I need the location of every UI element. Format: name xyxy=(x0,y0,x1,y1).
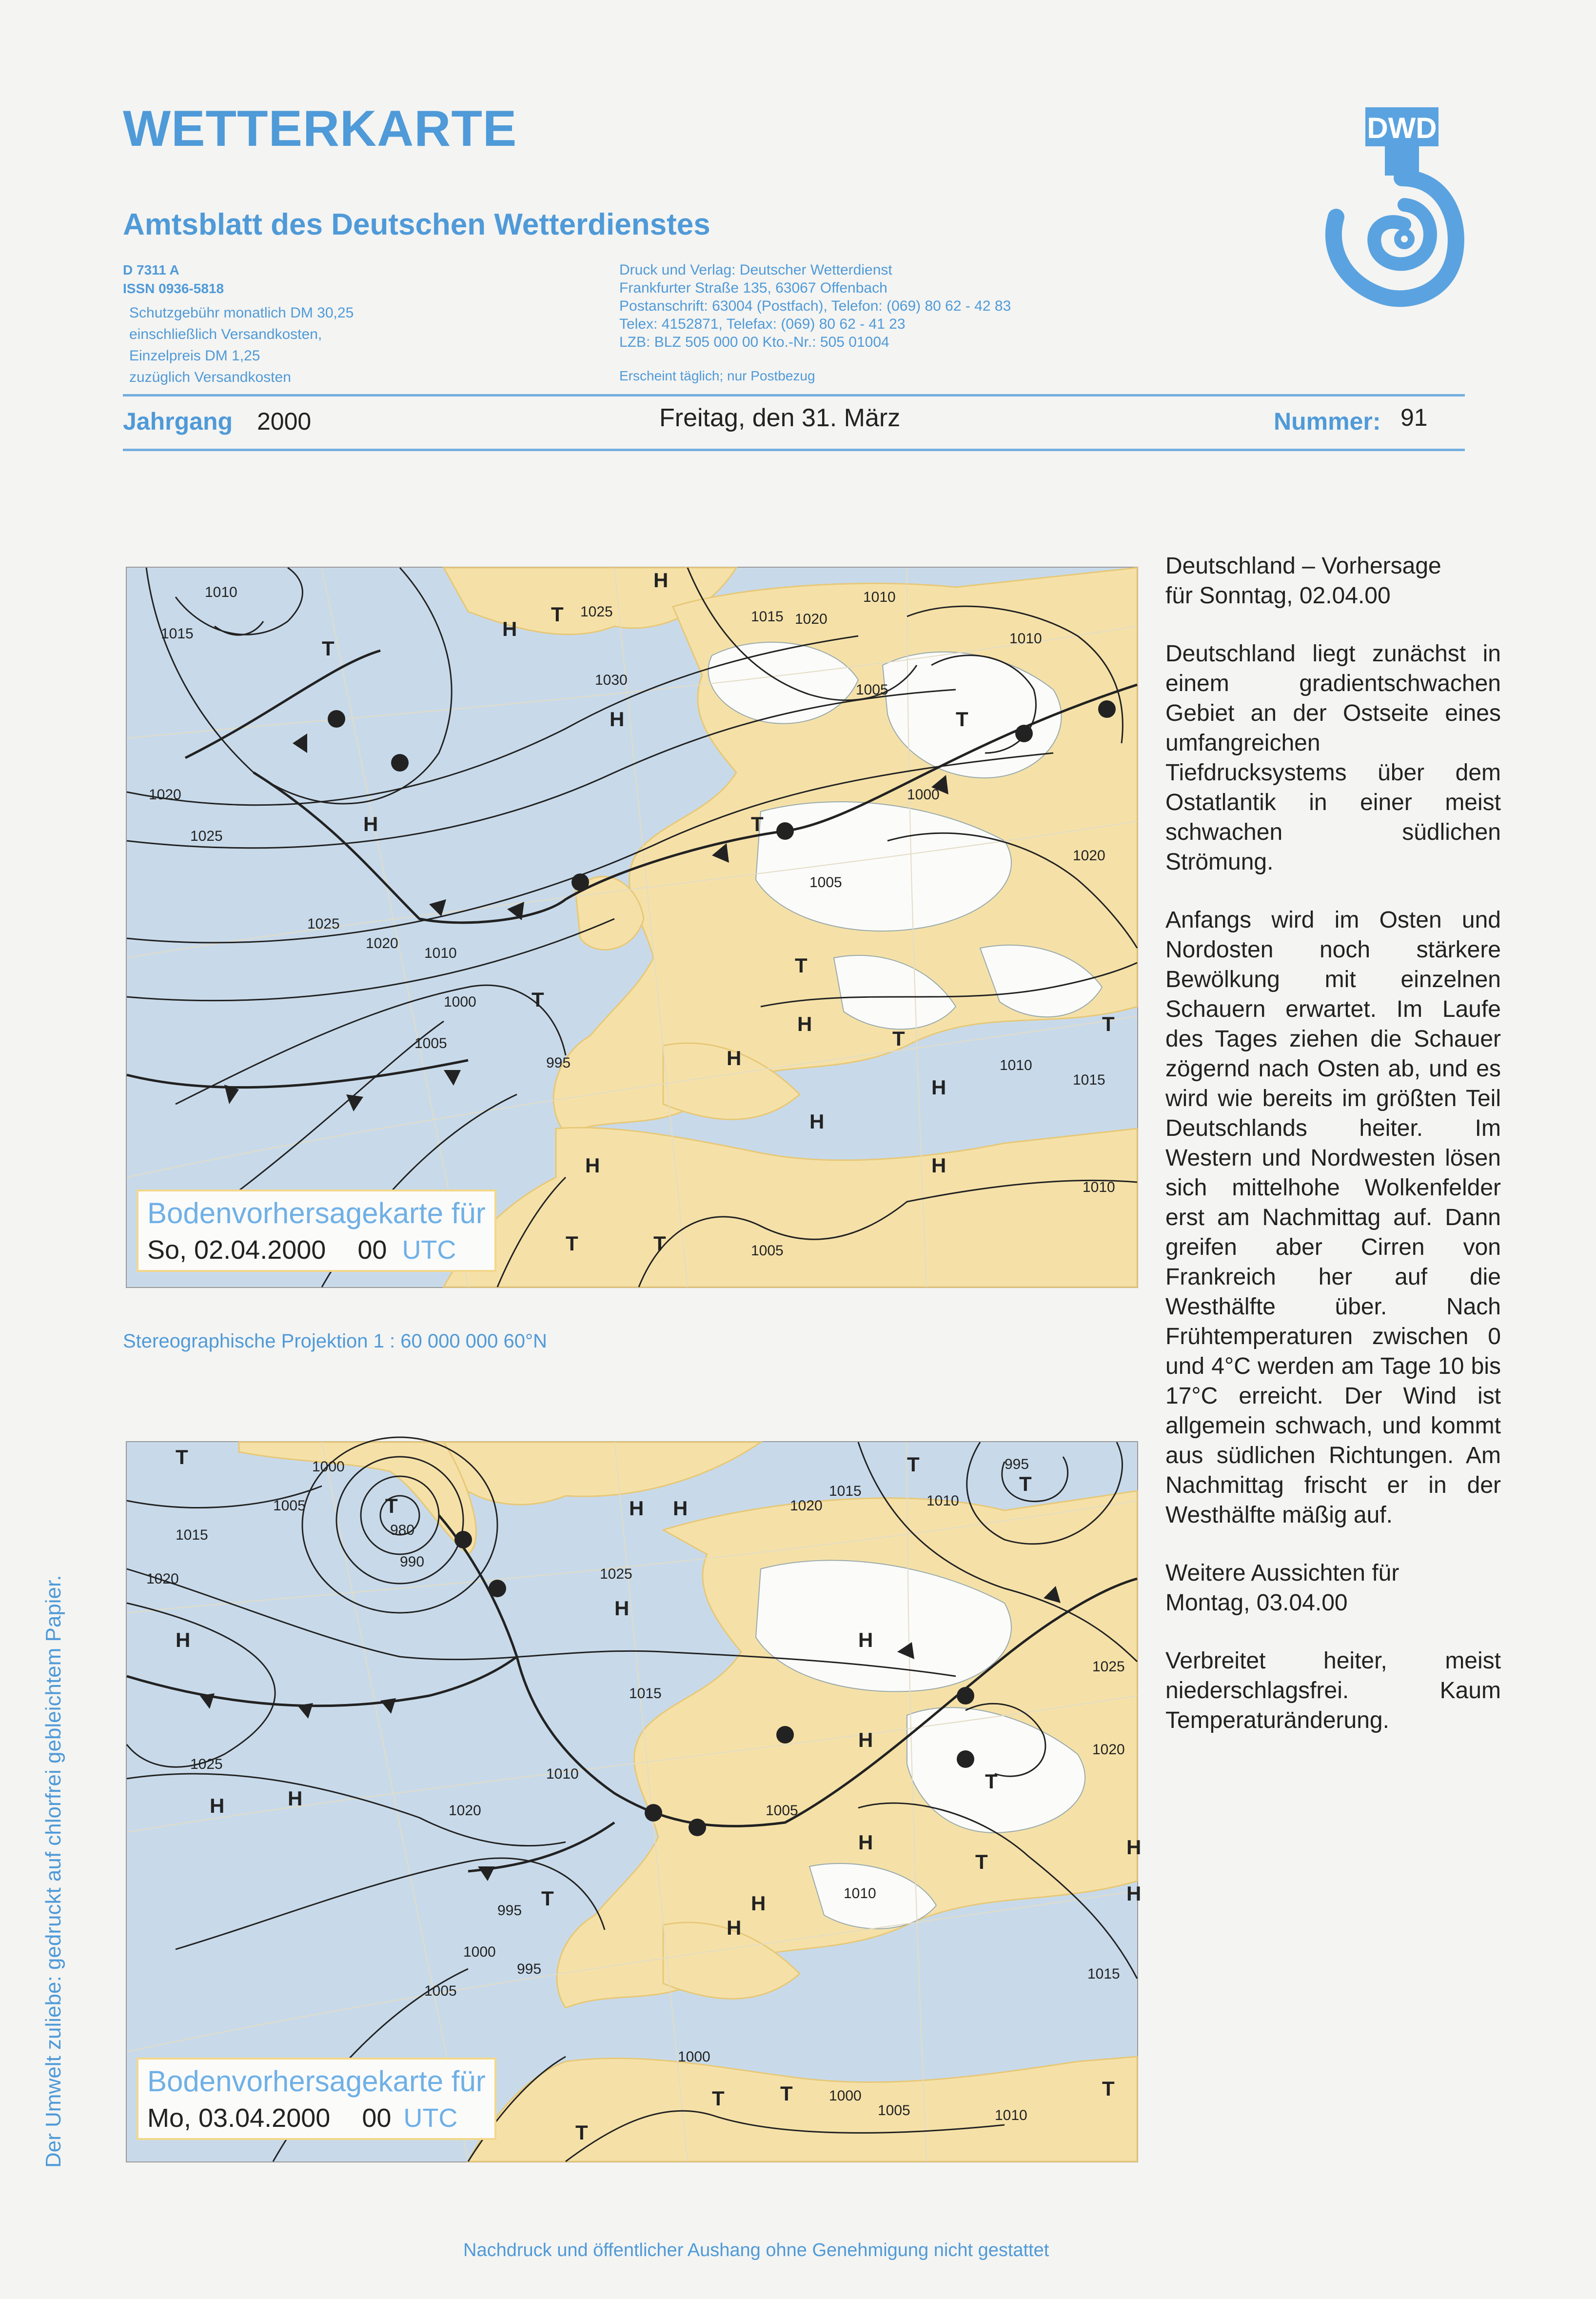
map-2-utc: UTC xyxy=(403,2103,458,2133)
svg-text:1000: 1000 xyxy=(444,994,476,1010)
svg-text:1025: 1025 xyxy=(190,828,223,844)
id-block xyxy=(123,261,224,298)
svg-text:1015: 1015 xyxy=(161,626,194,642)
svg-text:995: 995 xyxy=(546,1055,571,1071)
svg-text:T: T xyxy=(1102,2077,1115,2100)
svg-text:H: H xyxy=(751,1892,766,1915)
outlook-heading-line: Montag, 03.04.00 xyxy=(1165,1590,1348,1616)
number-label: Nummer: xyxy=(1274,408,1381,435)
map-2-caption xyxy=(137,2058,496,2140)
svg-text:1000: 1000 xyxy=(907,787,940,803)
svg-text:1020: 1020 xyxy=(790,1498,823,1514)
svg-text:995: 995 xyxy=(517,1961,542,1977)
svg-text:1010: 1010 xyxy=(863,589,896,605)
map-1-caption xyxy=(137,1189,496,1272)
svg-text:H: H xyxy=(858,1628,873,1651)
svg-text:1025: 1025 xyxy=(600,1566,632,1582)
svg-text:1010: 1010 xyxy=(1009,631,1042,647)
newspaper-subtitle: Amtsblatt des Deutschen Wetterdienstes xyxy=(123,208,710,241)
svg-text:995: 995 xyxy=(1005,1456,1029,1472)
publisher-line: Druck und Verlag: Deutscher Wetterdienst xyxy=(619,262,892,278)
svg-text:1020: 1020 xyxy=(1092,1742,1125,1758)
svg-text:1015: 1015 xyxy=(176,1527,208,1543)
svg-text:990: 990 xyxy=(400,1554,425,1570)
fee-block xyxy=(129,302,354,388)
svg-text:1015: 1015 xyxy=(1087,1966,1120,1982)
map-1-utc: UTC xyxy=(402,1235,456,1265)
svg-text:H: H xyxy=(288,1787,303,1810)
svg-text:1015: 1015 xyxy=(829,1483,862,1499)
svg-text:1015: 1015 xyxy=(751,609,784,625)
svg-text:H: H xyxy=(931,1154,946,1177)
year-label: Jahrgang xyxy=(123,408,233,435)
dwd-logo xyxy=(1307,105,1473,310)
svg-text:T: T xyxy=(551,603,564,626)
svg-text:980: 980 xyxy=(390,1522,415,1538)
svg-text:H: H xyxy=(502,617,517,640)
forecast-paragraph: Deutschland liegt zunächst in einem gradientschwachen Gebiet an der Ostseite eines umfangreichen Tiefdrucksystems über dem Ostatlantik in einer meist schwachen südlichen Strömung. xyxy=(1165,641,1501,875)
svg-text:H: H xyxy=(858,1728,873,1751)
svg-text:1020: 1020 xyxy=(449,1803,481,1819)
svg-text:H: H xyxy=(210,1794,225,1817)
environment-note: Der Umwelt zuliebe: gedruckt auf chlorfrei gebleichtem Papier. xyxy=(41,1575,65,2168)
map-1-date: So, 02.04.2000 xyxy=(147,1235,326,1265)
svg-text:T: T xyxy=(532,988,544,1011)
svg-text:H: H xyxy=(727,1047,742,1070)
map-2-caption-date xyxy=(147,2103,486,2133)
svg-text:H: H xyxy=(727,1916,742,1939)
svg-text:H: H xyxy=(858,1831,873,1854)
map-2-date: Mo, 03.04.2000 xyxy=(147,2103,331,2133)
svg-text:T: T xyxy=(975,1850,988,1873)
forecast-heading-line: für Sonntag, 02.04.00 xyxy=(1165,583,1391,609)
outlook-paragraph: Verbreitet heiter, meist niederschlagsfrei. Kaum Temperaturänderung. xyxy=(1165,1648,1501,1733)
svg-text:T: T xyxy=(653,1232,666,1255)
svg-text:1015: 1015 xyxy=(629,1685,662,1702)
svg-text:1005: 1005 xyxy=(809,874,842,891)
svg-text:T: T xyxy=(956,708,968,731)
svg-text:1005: 1005 xyxy=(751,1243,784,1259)
svg-text:H: H xyxy=(809,1110,825,1133)
svg-text:1010: 1010 xyxy=(205,584,237,600)
map-1-caption-title: Bodenvorhersagekarte für xyxy=(147,1197,486,1229)
forecast-heading-line: Deutschland – Vorhersage xyxy=(1165,553,1441,579)
svg-text:1010: 1010 xyxy=(1083,1179,1115,1195)
svg-text:1025: 1025 xyxy=(580,604,613,620)
svg-text:T: T xyxy=(751,813,764,835)
svg-text:1025: 1025 xyxy=(1092,1659,1125,1675)
svg-text:1000: 1000 xyxy=(463,1944,496,1960)
map-1-hour: 00 xyxy=(357,1235,387,1265)
svg-text:1000: 1000 xyxy=(678,2049,710,2065)
svg-text:1025: 1025 xyxy=(190,1756,223,1772)
postal-code: D 7311 A xyxy=(123,262,179,277)
svg-text:1010: 1010 xyxy=(995,2107,1027,2123)
svg-text:H: H xyxy=(797,1012,812,1035)
svg-text:1010: 1010 xyxy=(424,945,457,961)
fee-line: einschließlich Versandkosten, xyxy=(129,326,322,342)
publisher-line: LZB: BLZ 505 000 00 Kto.-Nr.: 505 01004 xyxy=(619,334,889,350)
reprint-note: Nachdruck und öffentlicher Aushang ohne Genehmigung nicht gestattet xyxy=(463,2240,1049,2260)
publisher-line: Postanschrift: 63004 (Postfach), Telefon: (069) 80 62 - 42 83 xyxy=(619,298,1011,314)
svg-text:DWD: DWD xyxy=(1367,112,1437,144)
publisher-line: Telex: 4152871, Telefax: (069) 80 62 - 41 23 xyxy=(619,316,906,332)
divider-bottom xyxy=(123,449,1465,451)
issn: ISSN 0936-5818 xyxy=(123,281,224,296)
svg-text:T: T xyxy=(892,1027,905,1050)
svg-text:H: H xyxy=(931,1076,946,1099)
svg-text:1005: 1005 xyxy=(766,1803,798,1819)
svg-text:1020: 1020 xyxy=(366,935,398,951)
svg-text:1005: 1005 xyxy=(414,1035,447,1051)
svg-text:H: H xyxy=(363,813,378,835)
svg-text:1020: 1020 xyxy=(795,611,828,627)
number-value: 91 xyxy=(1400,404,1428,431)
forecast-column xyxy=(1165,551,1501,1764)
svg-text:T: T xyxy=(795,954,808,977)
issue-date: Freitag, den 31. März xyxy=(659,404,901,432)
outlook-heading xyxy=(1165,1558,1501,1618)
svg-text:1010: 1010 xyxy=(926,1493,959,1509)
publisher-block xyxy=(619,261,1011,351)
svg-text:T: T xyxy=(1102,1012,1115,1035)
svg-text:1005: 1005 xyxy=(424,1983,457,1999)
svg-text:H: H xyxy=(629,1497,644,1520)
map-1-caption-date xyxy=(147,1235,486,1265)
svg-text:T: T xyxy=(780,2082,793,2105)
svg-text:T: T xyxy=(907,1453,920,1476)
svg-text:T: T xyxy=(385,1494,398,1517)
svg-text:1030: 1030 xyxy=(595,672,628,688)
publisher-line: Frankfurter Straße 135, 63067 Offenbach xyxy=(619,280,887,296)
svg-text:1005: 1005 xyxy=(273,1498,306,1514)
svg-text:T: T xyxy=(985,1770,998,1793)
svg-text:H: H xyxy=(614,1597,630,1620)
svg-text:1000: 1000 xyxy=(829,2088,862,2104)
issue-meta-row xyxy=(123,404,1465,441)
svg-text:T: T xyxy=(1019,1472,1032,1495)
svg-text:T: T xyxy=(575,2121,588,2144)
appearance-note: Erscheint täglich; nur Postbezug xyxy=(619,368,815,383)
map-2-caption-title: Bodenvorhersagekarte für xyxy=(147,2065,486,2098)
svg-text:1020: 1020 xyxy=(149,787,181,803)
map-2-hour: 00 xyxy=(362,2103,392,2133)
forecast-heading xyxy=(1165,551,1501,611)
year-value: 2000 xyxy=(257,408,312,435)
weather-map-1 xyxy=(126,567,1138,1288)
svg-text:T: T xyxy=(566,1232,578,1255)
svg-text:H: H xyxy=(673,1497,688,1520)
projection-note: Stereographische Projektion 1 : 60 000 000 60°N xyxy=(123,1330,547,1352)
svg-text:H: H xyxy=(1126,1836,1142,1859)
svg-text:H: H xyxy=(585,1154,600,1177)
weather-map-2 xyxy=(126,1441,1142,2162)
svg-text:H: H xyxy=(653,569,669,592)
svg-text:1020: 1020 xyxy=(1073,848,1105,864)
svg-text:1025: 1025 xyxy=(307,916,340,932)
svg-text:1000: 1000 xyxy=(312,1459,345,1475)
svg-text:1020: 1020 xyxy=(146,1571,179,1587)
outlook-heading-line: Weitere Aussichten für xyxy=(1165,1560,1399,1586)
svg-text:T: T xyxy=(176,1446,188,1468)
svg-text:1005: 1005 xyxy=(856,682,888,698)
svg-text:1010: 1010 xyxy=(546,1766,579,1782)
svg-text:H: H xyxy=(176,1628,191,1651)
svg-text:995: 995 xyxy=(497,1903,522,1919)
svg-text:H: H xyxy=(610,708,625,731)
svg-text:1010: 1010 xyxy=(844,1885,876,1902)
svg-text:1005: 1005 xyxy=(878,2102,910,2119)
svg-text:1015: 1015 xyxy=(1073,1072,1105,1088)
svg-text:T: T xyxy=(712,2087,725,2110)
svg-text:1010: 1010 xyxy=(1000,1057,1032,1073)
svg-text:T: T xyxy=(541,1887,554,1910)
forecast-paragraph: Anfangs wird im Osten und Nordosten noch stärkere Bewölkung mit einzelnen Schauern erwartet. Im Laufe des Tages ziehen die Schauer zögernd nach Osten ab, und es wird wie bereits im größten Teil Deutschlands heiter. Im Western und Nordwesten lösen sich mittelhohe Wolkenfelder erst am Nachmittag auf. Dann greifen aber Cirren von Frankreich her auf die Westhälfte über. Nach Frühtemperaturen zwischen 0 und 4°C werden am Tage 10 bis 17°C erreicht. Der Wind ist allgemein schwach, und kommt aus südlichen Richtungen. Am Nachmittag frischt er in der Westhälfte mäßig auf. xyxy=(1165,907,1501,1528)
svg-text:T: T xyxy=(322,637,335,660)
fee-line: Schutzgebühr monatlich DM 30,25 xyxy=(129,305,354,321)
newspaper-title: WETTERKARTE xyxy=(123,100,517,157)
svg-text:H: H xyxy=(1126,1882,1142,1905)
divider-top xyxy=(123,394,1465,396)
fee-line: zuzüglich Versandkosten xyxy=(129,369,291,385)
fee-line: Einzelpreis DM 1,25 xyxy=(129,348,260,364)
